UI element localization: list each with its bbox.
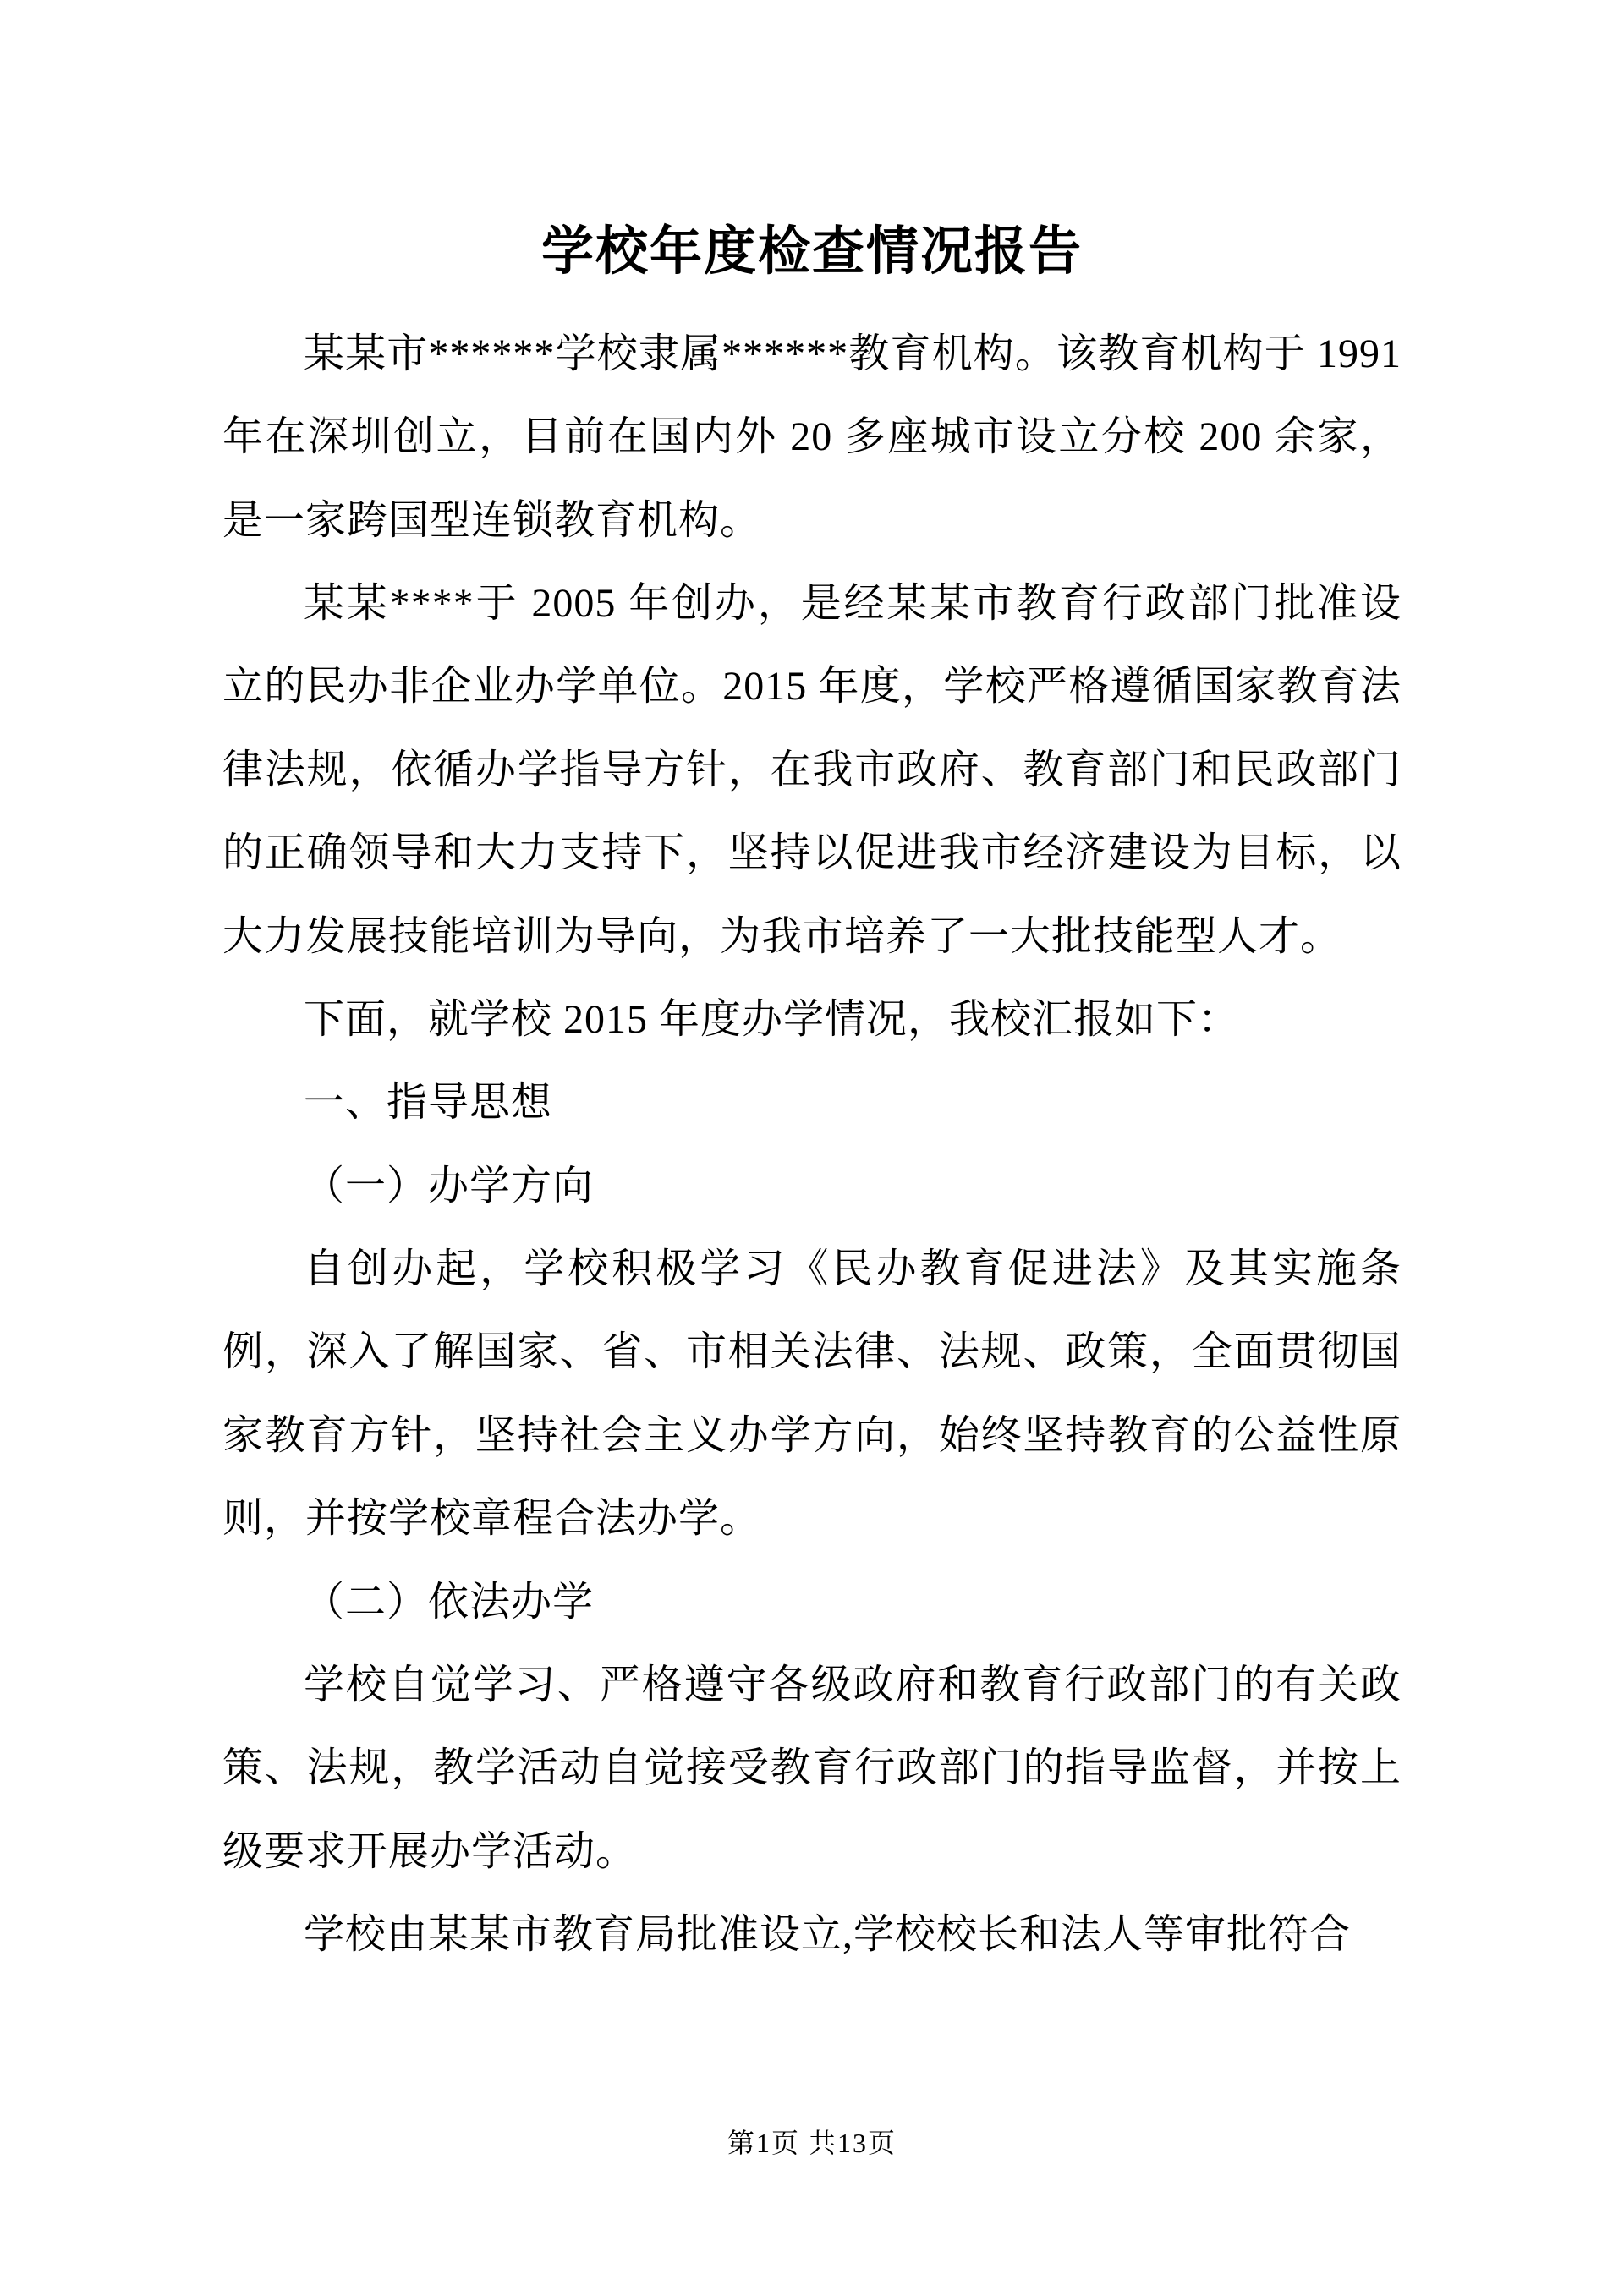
heading-subsection-1-1: （一）办学方向 <box>304 1163 595 1208</box>
document-body <box>222 216 1402 1977</box>
document-title: 学校年度检查情况报告 <box>540 223 1083 281</box>
paragraph-school-direction: 自创办起，学校积极学习《民办教育促进法》及其实施条例，深入了解国家、省、市相关法律、法规、政策，全面贯彻国家教育方针，坚持社会主义办学方向，始终坚持教育的公益性原则，并按学校章程合法办学。 <box>222 1247 1402 1542</box>
heading-section-1: 一、指导思想 <box>304 1080 553 1126</box>
paragraph-report-lead: 下面，就学校 2015 年度办学情况，我校汇报如下： <box>304 996 1240 1042</box>
paragraph-intro-2: 某某****于 2005 年创办，是经某某市教育行政部门批准设立的民办非企业办学单位。2015 年度，学校严格遵循国家教育法律法规，依循办学指导方针，在我市政府、教育部门和民政部门的正确领导和大力支持下，坚持以促进我市经济建设为目标，以大力发展技能培训为导向，为我市培养了一大批技能型人才。 <box>222 580 1402 959</box>
paragraph-law-compliance: 学校自觉学习、严格遵守各级政府和教育行政部门的有关政策、法规，教学活动自觉接受教育行政部门的指导监督，并按上级要求开展办学活动。 <box>222 1663 1402 1874</box>
page-number-footer: 第1页 共13页 <box>727 2128 897 2158</box>
heading-subsection-1-2: （二）依法办学 <box>304 1579 595 1625</box>
paragraph-intro-1: 某某市******学校隶属******教育机构。该教育机构于 1991 年在深圳创立，目前在国内外 20 多座城市设立分校 200 余家，是一家跨国型连锁教育机构。 <box>222 331 1402 543</box>
paragraph-approval: 学校由某某市教育局批准设立,学校校长和法人等审批符合 <box>304 1912 1352 1958</box>
